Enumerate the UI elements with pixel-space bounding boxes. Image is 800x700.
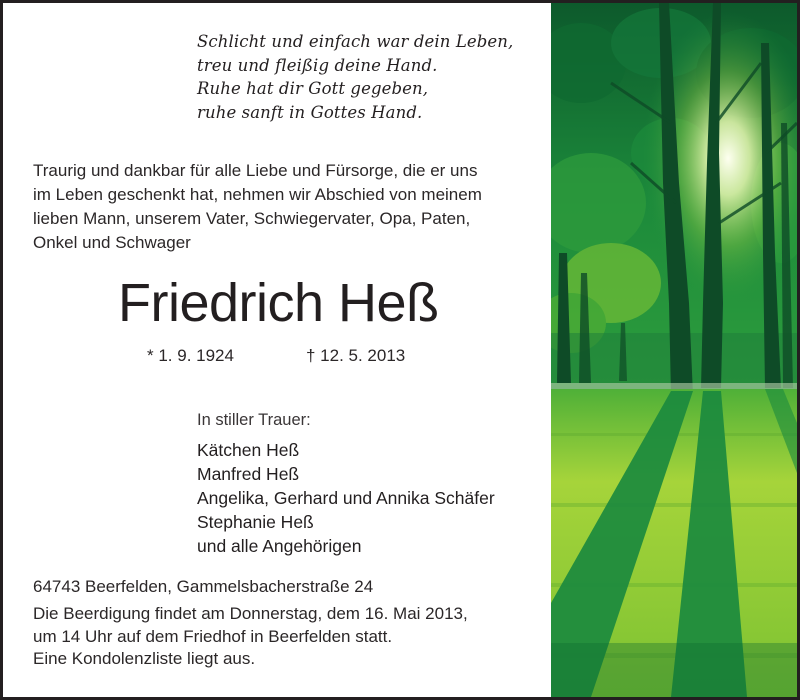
mourners-list: [197, 438, 495, 558]
intro-line: im Leben geschenkt hat, nehmen wir Abschied von meinem: [33, 185, 482, 204]
poem: [197, 30, 513, 124]
poem-line: treu und fleißig deine Hand.: [197, 55, 438, 75]
mourners-block: [197, 408, 495, 558]
address: 64743 Beerfelden, Gammelsbacherstraße 24: [33, 577, 374, 596]
mourner: Stephanie Heß: [197, 512, 314, 532]
park-trees-photo: [551, 3, 797, 697]
funeral-line: Die Beerdigung findet am Donnerstag, dem 16. Mai 2013,: [33, 604, 468, 623]
poem-line: Ruhe hat dir Gott gegeben,: [197, 79, 429, 99]
mourners-heading: In stiller Trauer:: [197, 411, 311, 429]
mourner: Manfred Heß: [197, 464, 300, 484]
poem-line: ruhe sanft in Gottes Hand.: [197, 102, 423, 122]
intro-line: lieben Mann, unserem Vater, Schwiegervater, Opa, Paten,: [33, 209, 471, 228]
tree-illustration-icon: [551, 3, 797, 697]
obituary-notice: [3, 3, 797, 697]
mourner: Angelika, Gerhard und Annika Schäfer: [197, 488, 495, 508]
deceased-name: Friedrich Heß: [118, 273, 439, 333]
text-column: [3, 3, 551, 697]
intro-line: Traurig und dankbar für alle Liebe und Fürsorge, die er uns: [33, 161, 478, 180]
mourner: Kätchen Heß: [197, 440, 300, 460]
birth-date: * 1. 9. 1924: [147, 346, 234, 365]
funeral-line: um 14 Uhr auf dem Friedhof in Beerfelden statt.: [33, 626, 393, 646]
mourner: und alle Angehörigen: [197, 536, 362, 556]
funeral-line: Eine Kondolenzliste liegt aus.: [33, 649, 256, 668]
death-date: † 12. 5. 2013: [306, 346, 406, 365]
poem-line: Schlicht und einfach war dein Leben,: [197, 32, 514, 51]
funeral-info: [33, 603, 468, 671]
intro-line: Onkel und Schwager: [33, 233, 191, 252]
intro-paragraph: [33, 159, 538, 255]
